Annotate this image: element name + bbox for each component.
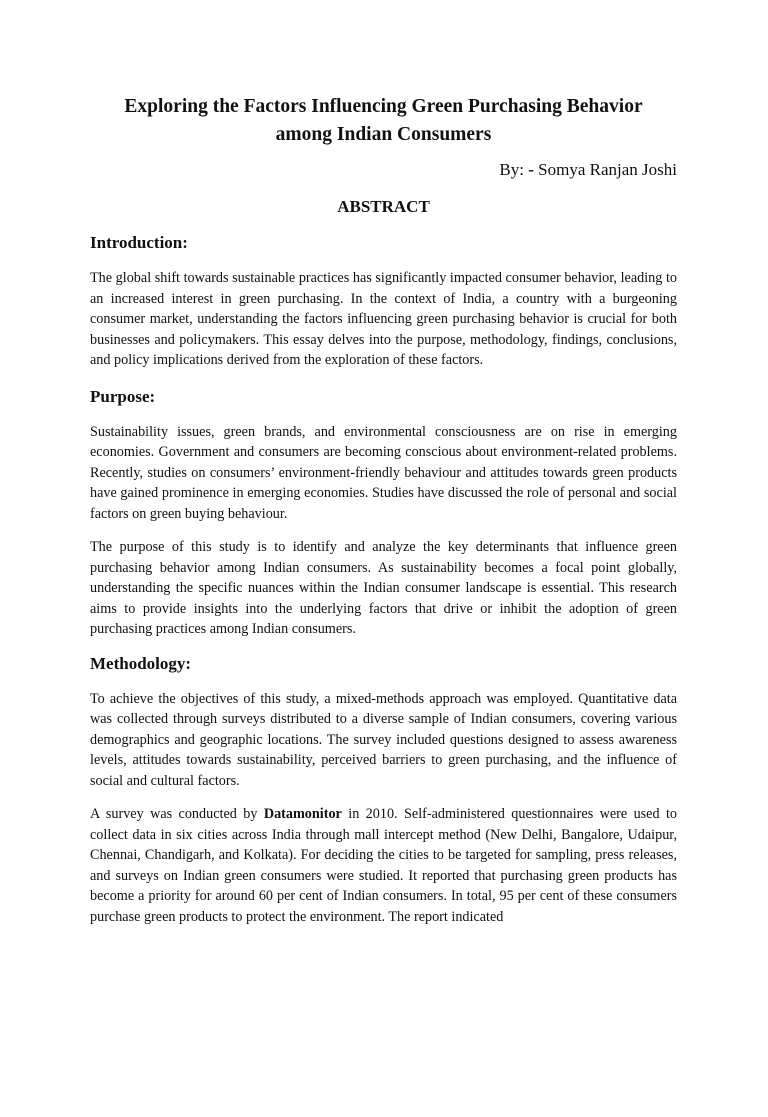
introduction-heading: Introduction:	[90, 233, 188, 252]
author-line	[90, 159, 677, 181]
author-prefix: By:	[499, 160, 529, 179]
document-page	[0, 93, 768, 1117]
introduction-paragraph: The global shift towards sustainable practices has significantly impacted consumer behavior, leading to an increased interest in green purchasing. In the context of India, a country with a burgeoning consumer market, understanding the factors influencing green purchasing behavior is crucial for both businesses and policymakers. This essay delves into the purpose, methodology, findings, conclusions, and policy implications derived from the exploration of these factors.	[90, 270, 677, 368]
methodology-paragraph-2-rest: in 2010. Self-administered questionnaires were used to collect data in six cities across India through mall intercept method (New Delhi, Bangalore, Udaipur, Chennai, Chandigarh, and Kolkata). For deciding the cities to be targeted for sampling, press releases, and surveys on Indian green consumers were studied. It reported that purchasing green products has become a priority for around 60 per cent of Indian consumers. In total, 95 per cent of these consumers purchase green products to protect the environment. The report indicated	[90, 806, 678, 925]
title-line-2: among Indian Consumers	[275, 124, 492, 145]
author-dash: -	[528, 160, 534, 179]
author-name: Somya Ranjan Joshi	[533, 160, 677, 179]
document-title	[90, 93, 677, 149]
methodology-heading: Methodology:	[90, 653, 192, 673]
methodology-paragraph-2-start: A survey was conducted by	[90, 806, 264, 822]
purpose-heading: Purpose:	[90, 386, 156, 406]
purpose-paragraph-2: The purpose of this study is to identify and analyze the key determinants that influence green purchasing behavior among Indian consumers. As sustainability becomes a focal point globally, understanding the specific nuances within the Indian consumer landscape is essential. This research aims to provide insights into the underlying factors that drive or inhibit the adoption of green purchasing practices among Indian consumers.	[90, 539, 677, 637]
abstract-heading: ABSTRACT	[337, 197, 430, 216]
methodology-paragraph-1: To achieve the objectives of this study, a mixed-methods approach was employed. Quantitative data was collected through surveys distributed to a diverse sample of Indian consumers, covering various demographics and geographic locations. The survey included questions designed to assess awareness levels, attitudes towards sustainability, perceived barriers to green purchasing, and the influence of social and cultural factors.	[90, 690, 677, 789]
datamonitor-bold: Datamonitor	[263, 806, 342, 822]
methodology-paragraph-2	[90, 804, 677, 927]
purpose-paragraph-1: Sustainability issues, green brands, and environmental consciousness are on rise in emerging economies. Government and consumers are becoming conscious about environment-related problems. Recently, studies on consumers’ environment-friendly behaviour and attitudes towards green products have gained prominence in emerging economies. Studies have discussed the role of personal and social factors on green buying behaviour.	[90, 423, 677, 522]
title-line-1: Exploring the Factors Influencing Green Purchasing Behavior	[124, 96, 643, 117]
